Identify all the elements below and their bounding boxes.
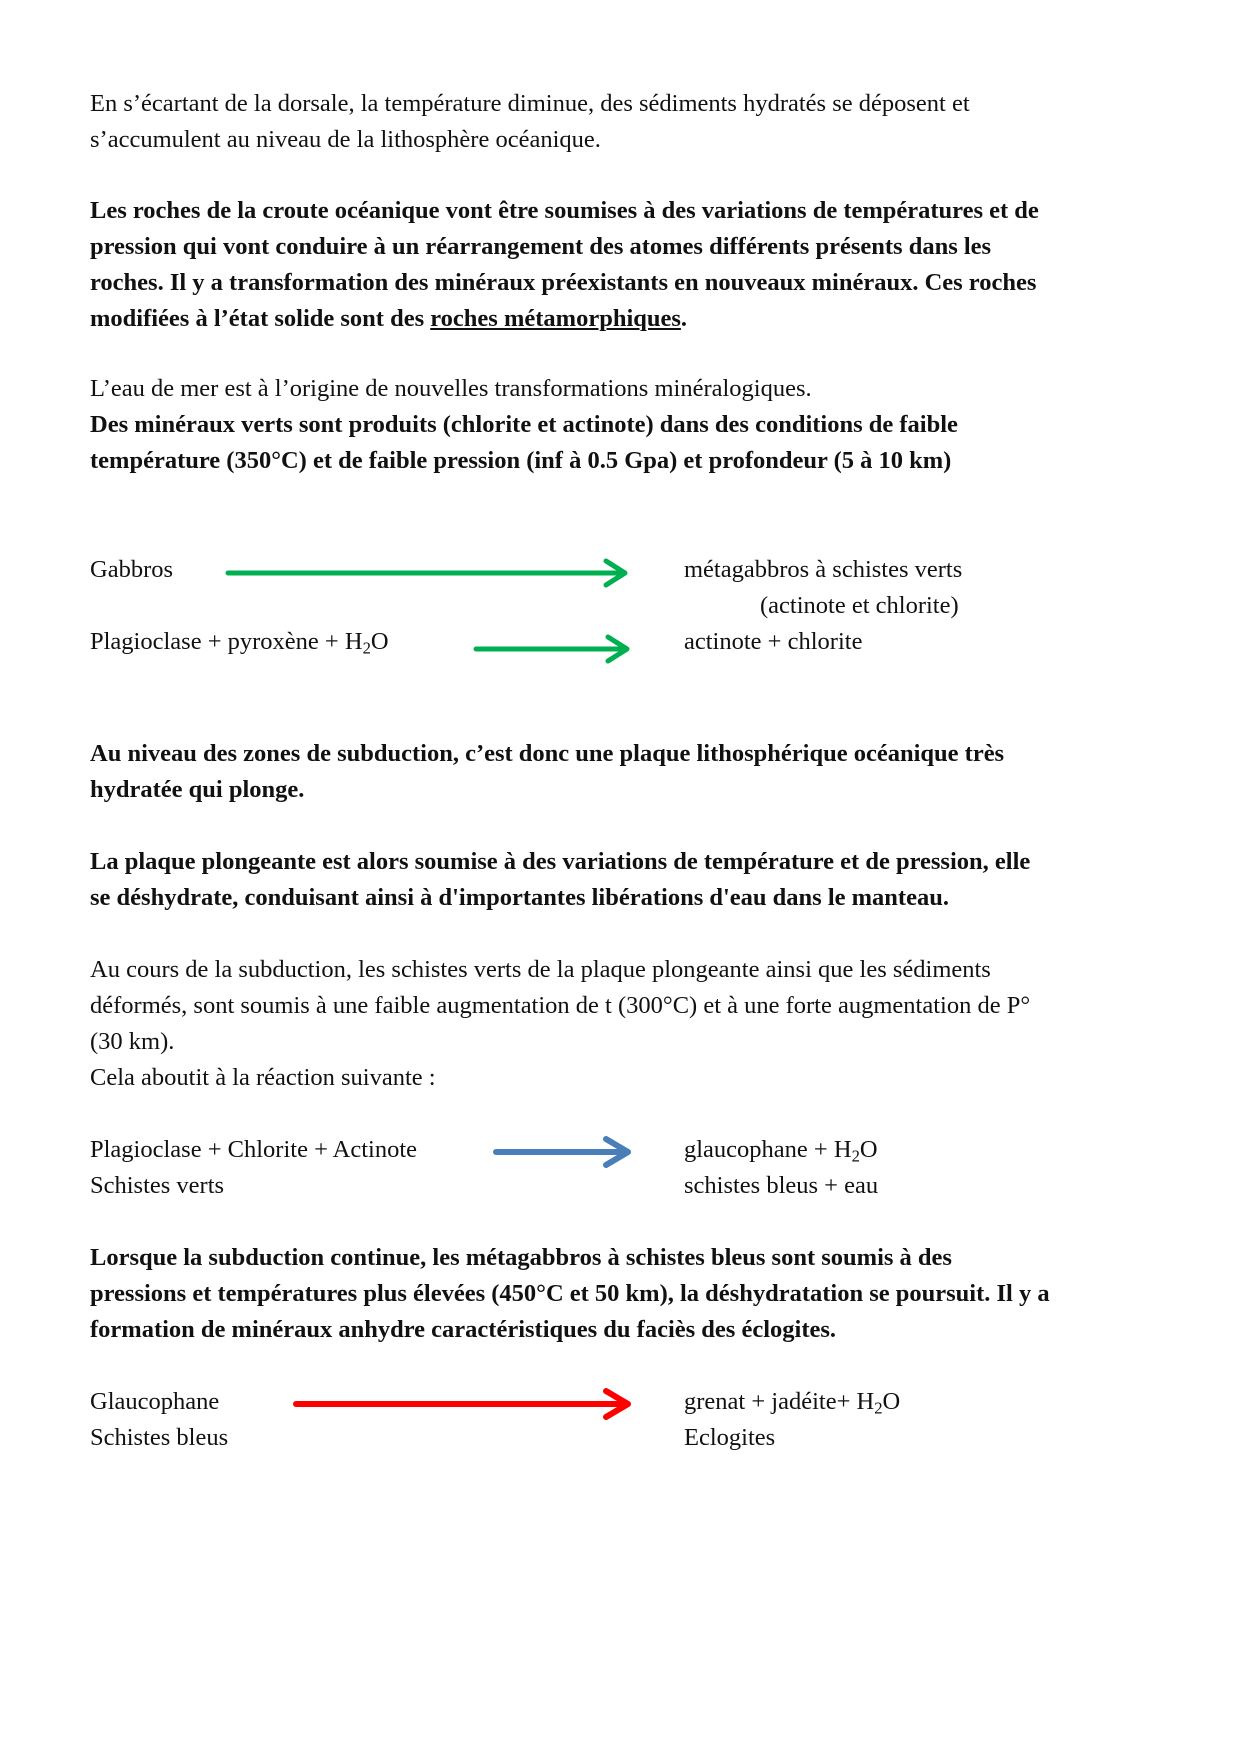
reaction-1-reactants-equation <box>90 627 389 657</box>
reaction-1-reactants-text: Plagioclase + pyroxène + H <box>90 628 363 655</box>
paragraph-6-line-3: (30 km). <box>90 1028 175 1055</box>
subscript-2: 2 <box>851 1146 860 1166</box>
reaction-3-products-o: O <box>882 1388 901 1415</box>
paragraph-3-line-1: L’eau de mer est à l’origine de nouvelles transformations minéralogiques. <box>90 375 812 402</box>
reaction-1-products-equation: actinote + chlorite <box>684 628 863 655</box>
paragraph-2-line-2: pression qui vont conduire à un réarrangement des atomes différents présents dans les <box>90 233 992 260</box>
reaction-3-reactant: Glaucophane <box>90 1388 220 1415</box>
paragraph-6-line-2: déformés, sont soumis à une faible augmentation de t (300°C) et à une forte augmentation de P° <box>90 992 1031 1019</box>
paragraph-4-line-1: Au niveau des zones de subduction, c’est donc une plaque lithosphérique océanique très <box>90 740 1005 767</box>
paragraph-6-line-1: Au cours de la subduction, les schistes verts de la plaque plongeante ainsi que les sédiments <box>90 956 991 983</box>
paragraph-1-line-1: En s’écartant de la dorsale, la température diminue, des sédiments hydratés se déposent et <box>90 90 970 117</box>
subscript-2: 2 <box>874 1398 883 1418</box>
paragraph-2-line-4-text: modifiées à l’état solide sont des <box>90 305 431 332</box>
paragraph-4-line-2: hydratée qui plonge. <box>90 776 305 803</box>
red-arrow-icon <box>290 1388 640 1420</box>
reaction-2-products-o: O <box>859 1136 878 1163</box>
paragraph-3-line-2: Des minéraux verts sont produits (chlorite et actinote) dans des conditions de faible <box>90 411 958 438</box>
reaction-2-products <box>684 1135 878 1165</box>
paragraph-2-line-1: Les roches de la croute océanique vont être soumises à des variations de températures et de <box>90 197 1039 224</box>
paragraph-2-line-4 <box>90 304 687 334</box>
reaction-2-products-text: glaucophane + H <box>684 1136 852 1163</box>
paragraph-1-line-2: s’accumulent au niveau de la lithosphère océanique. <box>90 126 601 153</box>
reaction-1-product-metagabbros: métagabbros à schistes verts <box>684 556 963 583</box>
reaction-3-products-text: grenat + jadéite+ H <box>684 1388 875 1415</box>
reaction-1-reactant-gabbros: Gabbros <box>90 556 174 583</box>
reaction-3-products-label: Eclogites <box>684 1424 776 1451</box>
paragraph-5-line-2: se déshydrate, conduisant ainsi à d'importantes libérations d'eau dans le manteau. <box>90 884 949 911</box>
paragraph-2-line-4-period: . <box>680 305 688 332</box>
reaction-2-reactants: Plagioclase + Chlorite + Actinote <box>90 1136 418 1163</box>
reaction-3-products <box>684 1387 900 1417</box>
reaction-2-reactants-label: Schistes verts <box>90 1172 225 1199</box>
reaction-3-reactant-label: Schistes bleus <box>90 1424 229 1451</box>
paragraph-7-line-2: pressions et températures plus élevées (450°C et 50 km), la déshydratation se poursuit. Il y a <box>90 1280 1050 1307</box>
paragraph-7-line-1: Lorsque la subduction continue, les métagabbros à schistes bleus sont soumis à des <box>90 1244 952 1271</box>
reaction-2-products-label: schistes bleus + eau <box>684 1172 879 1199</box>
reaction-1-product-detail: (actinote et chlorite) <box>760 592 959 619</box>
green-arrow-icon <box>220 558 640 588</box>
green-arrow-small-icon <box>470 634 640 664</box>
paragraph-2-line-3: roches. Il y a transformation des minéraux préexistants en nouveaux minéraux. Ces roches <box>90 269 1037 296</box>
paragraph-3-line-3: température (350°C) et de faible pression (inf à 0.5 Gpa) et profondeur (5 à 10 km) <box>90 447 952 474</box>
reaction-1-reactants-o: O <box>370 628 389 655</box>
paragraph-5-line-1: La plaque plongeante est alors soumise à des variations de température et de pression, elle <box>90 848 1031 875</box>
paragraph-6-line-4: Cela aboutit à la réaction suivante : <box>90 1064 436 1091</box>
subscript-2: 2 <box>362 638 371 658</box>
term-roches-metamorphiques: roches métamorphiques <box>430 305 681 332</box>
blue-arrow-icon <box>490 1136 640 1168</box>
paragraph-7-line-3: formation de minéraux anhydre caractéristiques du faciès des éclogites. <box>90 1316 837 1343</box>
